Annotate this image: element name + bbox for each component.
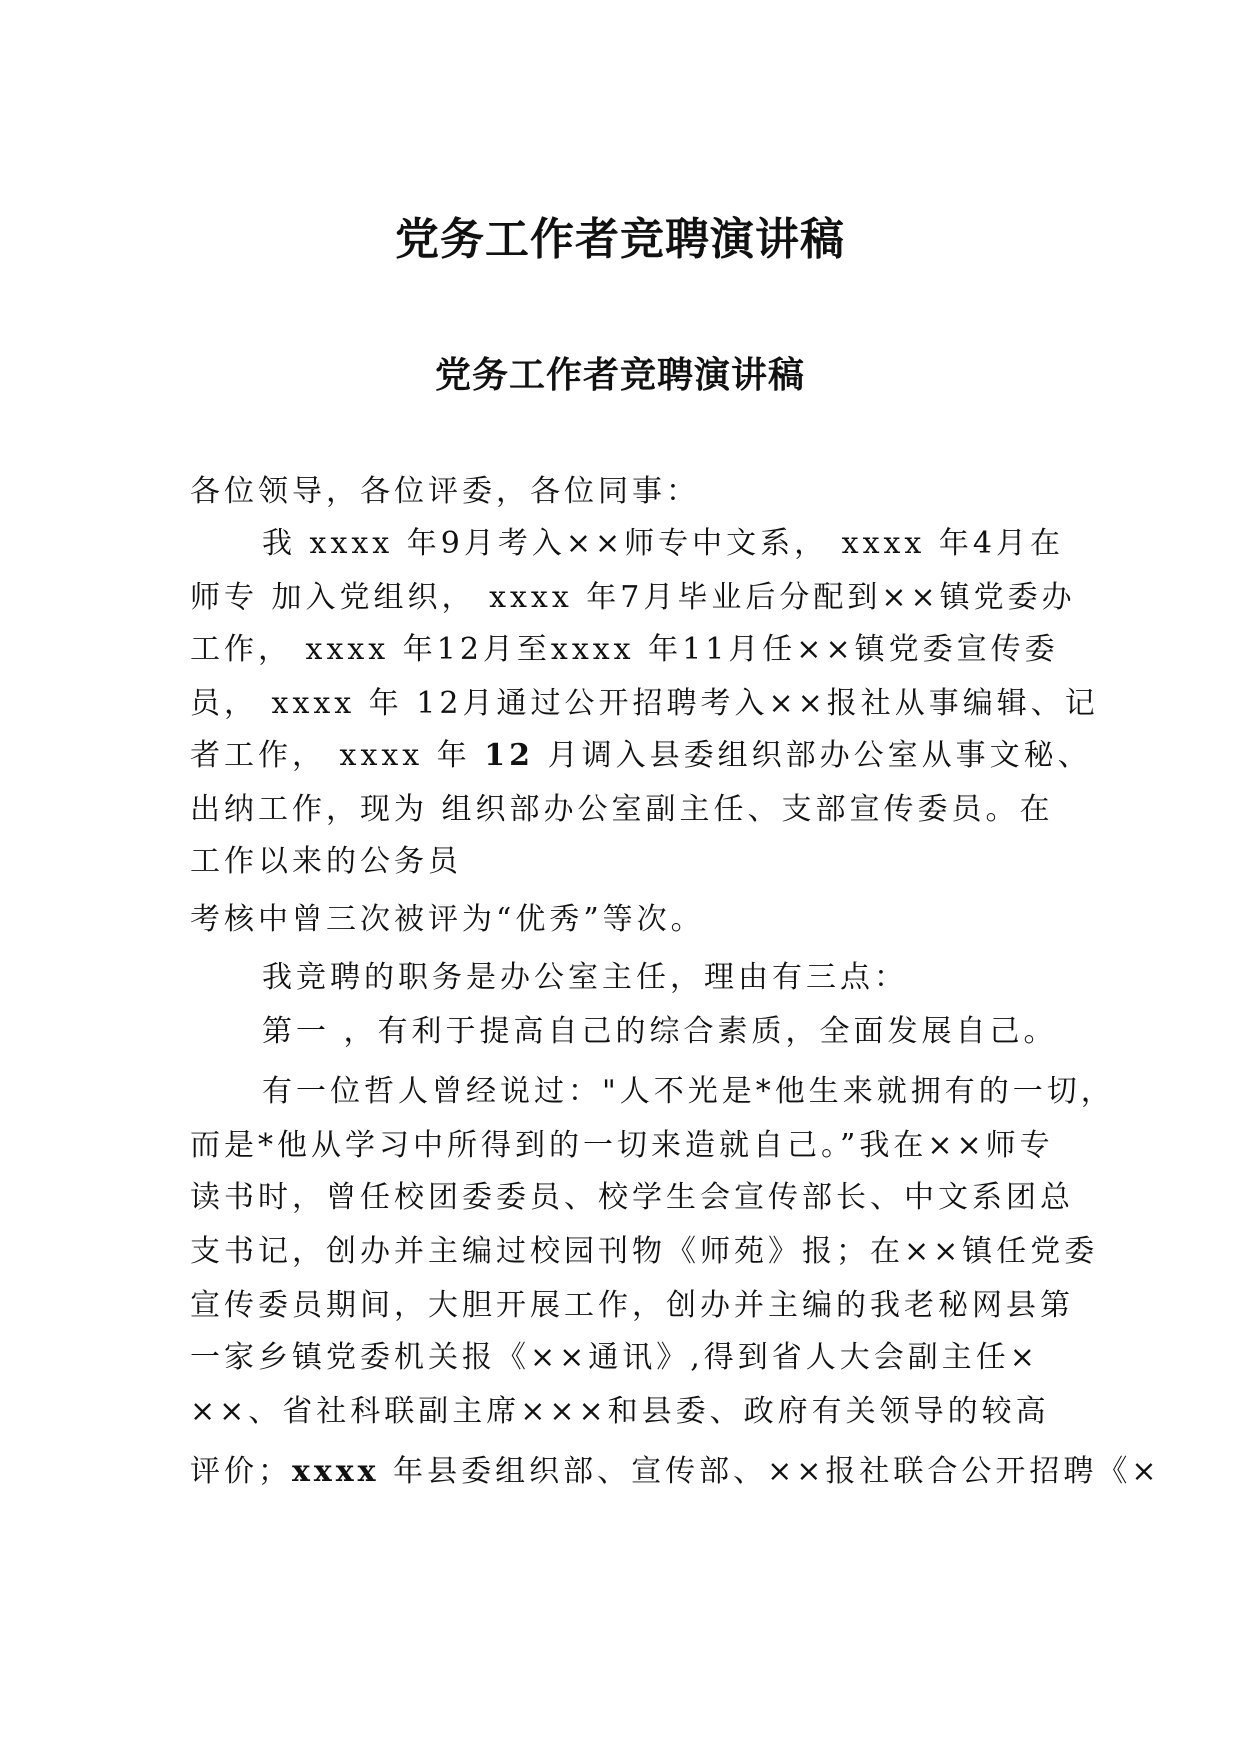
body-line	[190, 1452, 1161, 1492]
line-text: 者工作， xxxx 年	[190, 738, 485, 773]
line-text: 师专 加入党组织， xxxx 年7月毕业后分配到××镇党委办	[190, 580, 1076, 615]
body-line	[262, 1012, 1058, 1052]
document-subtitle: 党务工作者竞聘演讲稿	[434, 355, 805, 396]
line-text: 有一位哲人曾经说过："人不光是*他生来就拥有的一切，	[262, 1074, 1115, 1109]
body-line	[190, 736, 1092, 776]
line-text: 出纳工作，现为 组织部办公室副主任、支部宣传委员。在	[190, 792, 1054, 827]
body-line	[190, 684, 1099, 724]
line-text: 一家乡镇党委机关报《××通讯》,得到省人大会副主任×	[190, 1340, 1039, 1375]
body-line	[190, 1126, 1054, 1166]
line-text: 而是*他从学习中所得到的一切来造就自己。”我在××师专	[190, 1128, 1054, 1163]
body-line	[190, 630, 1059, 670]
line-text: 我竞聘的职务是办公室主任，理由有三点：	[262, 960, 908, 995]
body-line	[262, 958, 908, 998]
body-line	[262, 524, 1064, 564]
body-line	[262, 1072, 1115, 1112]
body-line	[190, 1392, 1050, 1432]
line-text: 我 xxxx 年9月考入××师专中文系， xxxx 年4月在	[262, 526, 1064, 561]
line-text: 考核中曾三次被评为“优秀”等次。	[190, 902, 705, 937]
body-line	[190, 1286, 1074, 1326]
body-line	[190, 1338, 1039, 1378]
body-line	[190, 1178, 1074, 1218]
body-line	[190, 472, 700, 512]
line-text: 支书记，创办并主编过校园刊物《师苑》报；在××镇任党委	[190, 1234, 1099, 1269]
body-line	[190, 578, 1076, 618]
line-text: 工作， xxxx 年12月至xxxx 年11月任××镇党委宣传委	[190, 632, 1059, 667]
line-text: 月调入县委组织部办公室从事文秘、	[534, 738, 1092, 773]
document-title: 党务工作者竞聘演讲稿	[395, 214, 845, 265]
bold-text: 12	[484, 738, 535, 773]
bold-text: xxxx	[292, 1454, 380, 1489]
body-line	[190, 842, 462, 882]
line-text: 工作以来的公务员	[190, 844, 462, 879]
body-line	[190, 1232, 1098, 1272]
line-text: 员， xxxx 年 12月通过公开招聘考入××报社从事编辑、记	[190, 686, 1099, 721]
line-text: 年县委组织部、宣传部、××报社联合公开招聘《×	[379, 1454, 1161, 1489]
body-line	[190, 790, 1054, 830]
line-text: 第一 ，有利于提高自己的综合素质，全面发展自己。	[262, 1014, 1058, 1049]
body-line	[190, 900, 705, 940]
line-text: 各位领导，各位评委，各位同事：	[190, 474, 700, 509]
line-text: 评价；	[190, 1454, 292, 1489]
line-text: 宣传委员期间，大胆开展工作，创办并主编的我老秘网县第	[190, 1288, 1074, 1323]
line-text: 读书时，曾任校团委委员、校学生会宣传部长、中文系团总	[190, 1180, 1074, 1215]
line-text: ××、省社科联副主席×××和县委、政府有关领导的较高	[190, 1394, 1050, 1429]
